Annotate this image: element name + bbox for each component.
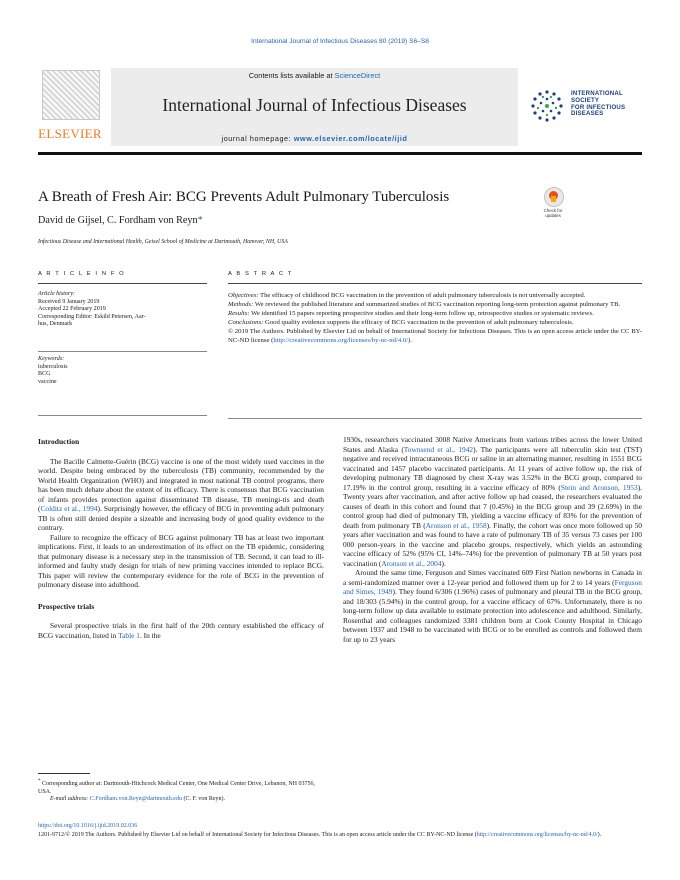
journal-homepage	[111, 134, 518, 143]
isid-line-4: DISEASES	[571, 110, 604, 118]
abstract-body	[228, 292, 642, 345]
author-list	[38, 215, 203, 226]
footer-copyright-text: 1201-9712/© 2019 The Authors. Published by Elsevier Ltd on behalf of International Society for Infectious Diseases. This is an open access article under the CC BY-NC-ND license (	[38, 832, 477, 838]
elsevier-logo	[38, 68, 102, 142]
footer-copyright-end: ).	[597, 832, 602, 838]
trials-p1-text-end: . In the	[139, 630, 161, 640]
contents-prefix: Contents lists available at	[248, 71, 335, 80]
right-p2-text-a: Around the same time, Ferguson and Simes vaccinated 609 First Nation newborns in Canada in a semi-randomized manner over a 12-year period and followed them up for 2 to 14 years (	[343, 568, 642, 587]
crossmark-bar	[551, 196, 556, 202]
footnote-mark: *	[38, 779, 41, 784]
copyright-end: ).	[408, 336, 412, 344]
ref-stein-aronson-1953[interactable]: Stein and Aronson, 1953	[560, 482, 638, 492]
ref-townsend-1942[interactable]: Townsend et al., 1942	[403, 444, 474, 454]
introduction-heading: Introduction	[38, 437, 80, 446]
right-p2-text-b: ). They found 6/306 (1.96%) cases of pulmonary and pleural TB in the BCG group, and 18/303 (5.94%) in the control group, for a vaccine efficacy of 67%. Unfortunately, there is no long-term follow up data available to estimate protection into adolescence and adulthood. Similarly, Rosenthal and colleagues randomized 3381 children born at Cook County Hospital in Chicago between 1937 and 1948 to be vaccinated with BCG or to be enrolled as controls and followed them for up to 23 years	[343, 587, 642, 644]
article-title: A Breath of Fresh Air: BCG Prevents Adult Pulmonary Tuberculosis	[38, 189, 450, 205]
footnote-corresponding	[38, 778, 324, 796]
keyword-item: vaccine	[38, 378, 57, 385]
footer-license-link[interactable]: http://creativecommons.org/licenses/by-nc-nd/4.0/	[476, 832, 598, 838]
methods-label: Methods:	[228, 300, 254, 308]
email-suffix: (C. F. von Reyn).	[181, 796, 225, 803]
ref-ferguson-simes-1949[interactable]: Ferguson and Simes, 1949	[343, 577, 642, 596]
objectives-text: The efficacy of childhood BCG vaccination in the prevention of adult pulmonary tuberculosis is not universally accepted.	[258, 292, 586, 299]
results-label: Results:	[228, 309, 250, 317]
author-names: David de Gijsel, C. Fordham von Reyn	[38, 215, 198, 226]
footnote-rule	[38, 773, 90, 774]
history-received: Received 9 January 2019	[38, 298, 100, 305]
trials-p1-text: Several prospective trials in the first half of the 20th century established the efficacy of BCG vaccination, listed in	[38, 621, 324, 640]
conclusions-label: Conclusions:	[228, 318, 264, 326]
email-label: E-mail address:	[50, 796, 90, 803]
right-p1-text-b: ). The participants were all tuberculin skin test (TST) negative and received intracutaneous BCG or saline in an alternating manner, resulting in 1551 BCG vaccinated and 1457 placebo vaccinated participants. At 11 years of active follow up, the risk of developing pulmonary TB diagnosed by chest X-ray was 3.52% in the BCG group, compared to 17.19% in the control group, resulting in a vaccine efficacy of 80% (	[343, 444, 642, 492]
isid-globe-icon	[527, 88, 567, 124]
keywords	[38, 356, 207, 386]
history-editor: Corresponding Editor: Eskild Petersen, Aar-	[38, 313, 146, 320]
footer-copyright	[38, 832, 642, 840]
abstract-results	[228, 310, 642, 319]
elsevier-wordmark: ELSEVIER	[38, 126, 102, 141]
article-info-bottom-rule	[38, 415, 207, 416]
elsevier-tree-icon	[42, 70, 100, 120]
history-accepted: Accepted 22 February 2019	[38, 306, 106, 313]
article-history	[38, 291, 207, 329]
homepage-link[interactable]: www.elsevier.com/locate/ijid	[293, 134, 408, 143]
crossmark-label: Check for updates	[543, 208, 563, 218]
footnote-email-line	[38, 796, 324, 804]
keywords-label: Keywords:	[38, 356, 65, 362]
journal-reference[interactable]: International Journal of Infectious Diseases 80 (2019) S6–S8	[251, 38, 429, 45]
author-email-link[interactable]: C.Fordham.von.Reyn@dartmouth.edu	[89, 796, 182, 803]
keywords-rule	[38, 351, 207, 352]
isid-line-3: FOR INFECTIOUS	[571, 103, 626, 111]
masthead-rule	[38, 152, 642, 155]
isid-line-2: SOCIETY	[571, 96, 600, 104]
methods-text: We reviewed the published literature and summarized studies of BCG vaccination reporting long-term protection against pulmonary TB.	[253, 300, 621, 308]
doi-link[interactable]: https://doi.org/10.1016/j.ijid.2019.02.036	[38, 823, 138, 829]
intro-paragraph-2: Failure to recognize the efficacy of BCG against pulmonary TB has at least two important implications. First, it leads to an underestimation of its effect on the TB epidemic, considering that pulmonary disease is a necessary step in the transmission of TB. Second, it can lead to ill-informed and faulty study design for trials of new priming vaccines intended to replace BCG. This paper will review the contemporary evidence for the role of BCG in the prevention of pulmonary disease into adulthood.	[38, 532, 324, 589]
ref-aronson-2004[interactable]: Aronson et al., 2004	[381, 558, 442, 568]
abstract-bottom-rule	[228, 418, 642, 419]
results-text: We identified 15 papers reporting prospective studies and their long-term follow up, retrospective studies or systematic reviews.	[249, 309, 594, 317]
copyright-text: © 2019 The Authors. Published by Elsevier Ltd on behalf of International Society for Infectious Diseases. This is an open access article under the CC BY-NC-ND license (	[228, 327, 642, 344]
right-p1-text-e: ).	[441, 558, 446, 568]
abstract-objectives	[228, 292, 642, 301]
keyword-item: BCG	[38, 371, 51, 378]
intro-p1-text: The Bacille Calmette-Guérin (BCG) vaccine is one of the most widely used vaccines in the world. Despite being embraced by the tuberculosis (TB) community, recommended by the World Health Organization (WHO) and integrated in most national TB control programs, there has been much debate about the extent of its efficacy. There is consensus that BCG vaccination of infants provides protection against disseminated TB disease, TB meningi-tis and death (	[38, 456, 324, 513]
homepage-prefix: journal homepage:	[221, 134, 294, 143]
isid-name	[571, 91, 625, 118]
table-1-link[interactable]: Table 1	[118, 630, 140, 640]
abstract-conclusions	[228, 319, 642, 328]
abstract-methods	[228, 301, 642, 310]
right-paragraph-1	[343, 435, 642, 568]
trials-paragraph-1	[38, 621, 324, 640]
check-for-updates-button[interactable]	[538, 185, 568, 223]
abstract-rule	[228, 283, 642, 284]
history-editor-cont: hus, Denmark	[38, 321, 73, 328]
right-paragraph-2	[343, 568, 642, 644]
license-link[interactable]: http://creativecommons.org/licenses/by-nc-nd/4.0/	[273, 336, 409, 344]
abstract-copyright	[228, 328, 642, 346]
intro-p1-text-end: ). Surprisingly however, the efficacy of BCG in preventing adult pulmonary TB is often still denied despite a sizeable and increasing body of good quality evidence to the contrary.	[38, 504, 324, 532]
abstract-heading: A B S T R A C T	[228, 271, 293, 277]
conclusions-text: Good quality evidence supports the efficacy of BCG vaccination in the prevention of adult pulmonary tuberculosis.	[263, 318, 574, 326]
intro-paragraph-1	[38, 457, 324, 533]
sciencedirect-link[interactable]: ScienceDirect	[334, 71, 381, 80]
ref-colditz-1994[interactable]: Colditz et al., 1994	[40, 504, 98, 513]
prospective-trials-heading: Prospective trials	[38, 601, 95, 611]
corresponding-author-mark[interactable]: *	[197, 215, 203, 226]
author-affiliation: Infectious Disease and International Health, Geisel School of Medicine at Dartmouth, Hanover, NH, USA	[38, 239, 288, 245]
ref-aronson-1958[interactable]: Aronson et al., 1958	[425, 520, 487, 530]
keyword-item: tuberculosis	[38, 363, 68, 370]
article-info-heading: A R T I C L E I N F O	[38, 271, 126, 277]
body-right-column	[343, 435, 642, 644]
journal-title: International Journal of Infectious Diseases	[162, 95, 467, 115]
right-p1-text-c: ). Twenty years after vaccination, and after active follow up had ceased, the researchers evaluated the causes of death in this cohort and found that 7 (0.45%) in the BCG group and 39 (2.69%) in the control group had died of pulmonary TB, yielding a vaccine efficacy of 83% for the prevention of death from pulmonary TB (	[343, 482, 642, 530]
article-info-rule	[38, 283, 207, 284]
isid-logo	[527, 88, 642, 128]
contents-available	[111, 71, 518, 80]
right-p1-text-a: 1930s, researchers vaccinated 3008 Native Americans from various tribes across the lower United States and Alaska (	[343, 435, 642, 454]
isid-line-1: INTERNATIONAL	[571, 90, 623, 97]
history-label: Article history:	[38, 291, 76, 297]
footnote-text: Corresponding author at: Dartmouth-Hitchcock Medical Center, One Medical Center Drive, Lebanon, NH 03756, USA.	[38, 781, 316, 795]
footnote	[38, 778, 324, 804]
right-p1-text-d: ). Finally, the cohort was once more followed up 50 years after vaccination and was found to have a rate of pulmonary TB of 35 versus 73 cases per 100 000 person-years in the vaccine and placebo groups, respectively, which yields an astounding vaccine efficacy of 52% (95% CI, 14%–74%) for the prevention of pulmonary TB at 50 years post vaccination (	[343, 520, 642, 568]
objectives-label: Objectives:	[228, 292, 259, 299]
body-left-column	[38, 437, 324, 640]
